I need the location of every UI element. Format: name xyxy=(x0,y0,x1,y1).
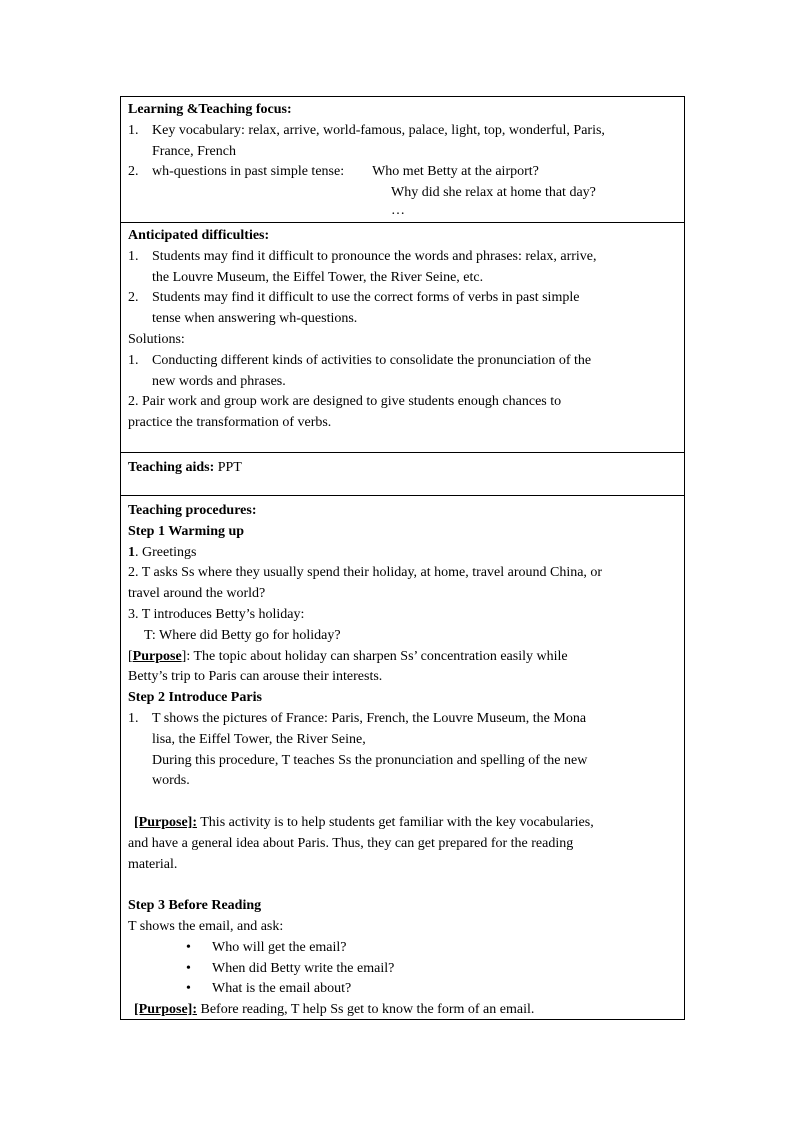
purpose-bracket: ]: xyxy=(181,648,191,664)
purpose-text: This activity is to help students get familiar with the key vocabularies, xyxy=(197,814,594,830)
focus-section xyxy=(121,97,684,222)
bullet-icon: • xyxy=(186,981,191,997)
focus-item-1-cont: France, French xyxy=(152,143,236,159)
focus-item-text: Key vocabulary: relax, arrive, world-famous, palace, light, top, wonderful, Paris, xyxy=(152,122,605,138)
difficulty-item-2-cont: tense when answering wh-questions. xyxy=(152,311,358,327)
step3-bullet xyxy=(128,959,676,980)
focus-item-num: 1. xyxy=(128,122,139,138)
step3-title: Step 3 Before Reading xyxy=(128,898,262,914)
spacer xyxy=(128,875,676,896)
difficulties-heading: Anticipated difficulties: xyxy=(128,228,270,243)
bullet-text: When did Betty write the email? xyxy=(212,960,395,976)
step1-greetings: . Greetings xyxy=(135,544,197,560)
difficulty-item-1-cont: the Louvre Museum, the Eiffel Tower, the River Seine, etc. xyxy=(152,269,484,285)
step2-item-cont: lisa, the Eiffel Tower, the River Seine, xyxy=(152,731,366,747)
step2-item-text: T shows the pictures of France: Paris, French, the Louvre Museum, the Mona xyxy=(152,710,587,726)
difficulties-section xyxy=(121,222,684,452)
focus-heading: Learning &Teaching focus: xyxy=(128,102,292,117)
solution-num: 1. xyxy=(128,352,139,368)
step2-item xyxy=(128,709,676,730)
solution-item-1-cont: new words and phrases. xyxy=(152,373,286,389)
purpose-text: Before reading, T help Ss get to know the form of an email. xyxy=(197,1002,535,1018)
step2-title: Step 2 Introduce Paris xyxy=(128,690,262,706)
procedures-heading: Teaching procedures: xyxy=(128,503,257,518)
bullet-text: What is the email about? xyxy=(212,981,352,997)
solution-item-2-cont: practice the transformation of verbs. xyxy=(128,415,332,431)
lesson-plan-table xyxy=(120,96,685,1020)
solutions-label: Solutions: xyxy=(128,331,185,347)
aids-section xyxy=(121,452,684,495)
step2-item-line3: During this procedure, T teaches Ss the pronunciation and spelling of the new xyxy=(152,752,588,768)
difficulty-num: 1. xyxy=(128,248,139,264)
step1-line2: 2. T asks Ss where they usually spend their holiday, at home, travel around China, or xyxy=(128,565,603,581)
step2-item-num: 1. xyxy=(128,710,139,726)
aids-label: Teaching aids: xyxy=(128,460,215,475)
purpose-bracket: [ xyxy=(128,648,133,664)
difficulty-num: 2. xyxy=(128,290,139,306)
purpose-label: Purpose xyxy=(132,648,182,664)
bullet-icon: • xyxy=(186,960,191,976)
step2-purpose-cont: and have a general idea about Paris. Thus, they can get prepared for the reading xyxy=(128,835,574,851)
aids-line xyxy=(128,458,676,479)
bullet-text: Who will get the email? xyxy=(212,939,347,955)
step3-bullet xyxy=(128,938,676,959)
focus-question-1: Who met Betty at the airport? xyxy=(372,164,539,180)
difficulty-text: Students may find it difficult to pronounce the words and phrases: relax, arrive, xyxy=(152,248,597,264)
step3-bullet xyxy=(128,979,676,1000)
focus-question-2: Why did she relax at home that day? xyxy=(391,185,596,201)
purpose-label: [Purpose]: xyxy=(134,1002,197,1018)
step1-purpose-cont: Betty’s trip to Paris can arouse their interests. xyxy=(128,669,383,685)
difficulty-item-2 xyxy=(128,288,676,309)
purpose-text: The topic about holiday can sharpen Ss’ concentration easily while xyxy=(190,648,568,664)
step3-intro: T shows the email, and ask: xyxy=(128,918,284,934)
difficulty-item-1 xyxy=(128,247,676,268)
difficulty-text: Students may find it difficult to use the correct forms of verbs in past simple xyxy=(152,290,580,306)
step2-item-line4: words. xyxy=(152,773,190,789)
step2-purpose-end: material. xyxy=(128,856,178,872)
solution-text: Conducting different kinds of activities to consolidate the pronunciation of the xyxy=(152,352,592,368)
step1-num: 1 xyxy=(128,544,135,560)
solution-item-2: 2. Pair work and group work are designed to give students enough chances to xyxy=(128,394,562,410)
step2-purpose xyxy=(128,813,676,834)
step1-line1 xyxy=(128,543,676,564)
focus-item-num: 2. xyxy=(128,164,139,180)
focus-ellipsis: … xyxy=(391,202,405,218)
step1-line4: 3. T introduces Betty’s holiday: xyxy=(128,606,305,622)
spacer xyxy=(128,792,676,813)
focus-item-1 xyxy=(128,121,676,142)
step3-purpose xyxy=(128,1000,676,1021)
focus-item-2 xyxy=(128,162,676,183)
purpose-label: [Purpose]: xyxy=(134,814,197,830)
focus-item-text: wh-questions in past simple tense: xyxy=(152,164,345,180)
procedures-section xyxy=(121,495,684,1019)
step1-line5: T: Where did Betty go for holiday? xyxy=(144,627,341,643)
bullet-icon: • xyxy=(186,939,191,955)
step1-purpose xyxy=(128,647,676,668)
step1-title: Step 1 Warming up xyxy=(128,523,245,539)
solution-item-1 xyxy=(128,351,676,372)
step1-line3: travel around the world? xyxy=(128,586,266,602)
aids-value: PPT xyxy=(214,460,242,475)
